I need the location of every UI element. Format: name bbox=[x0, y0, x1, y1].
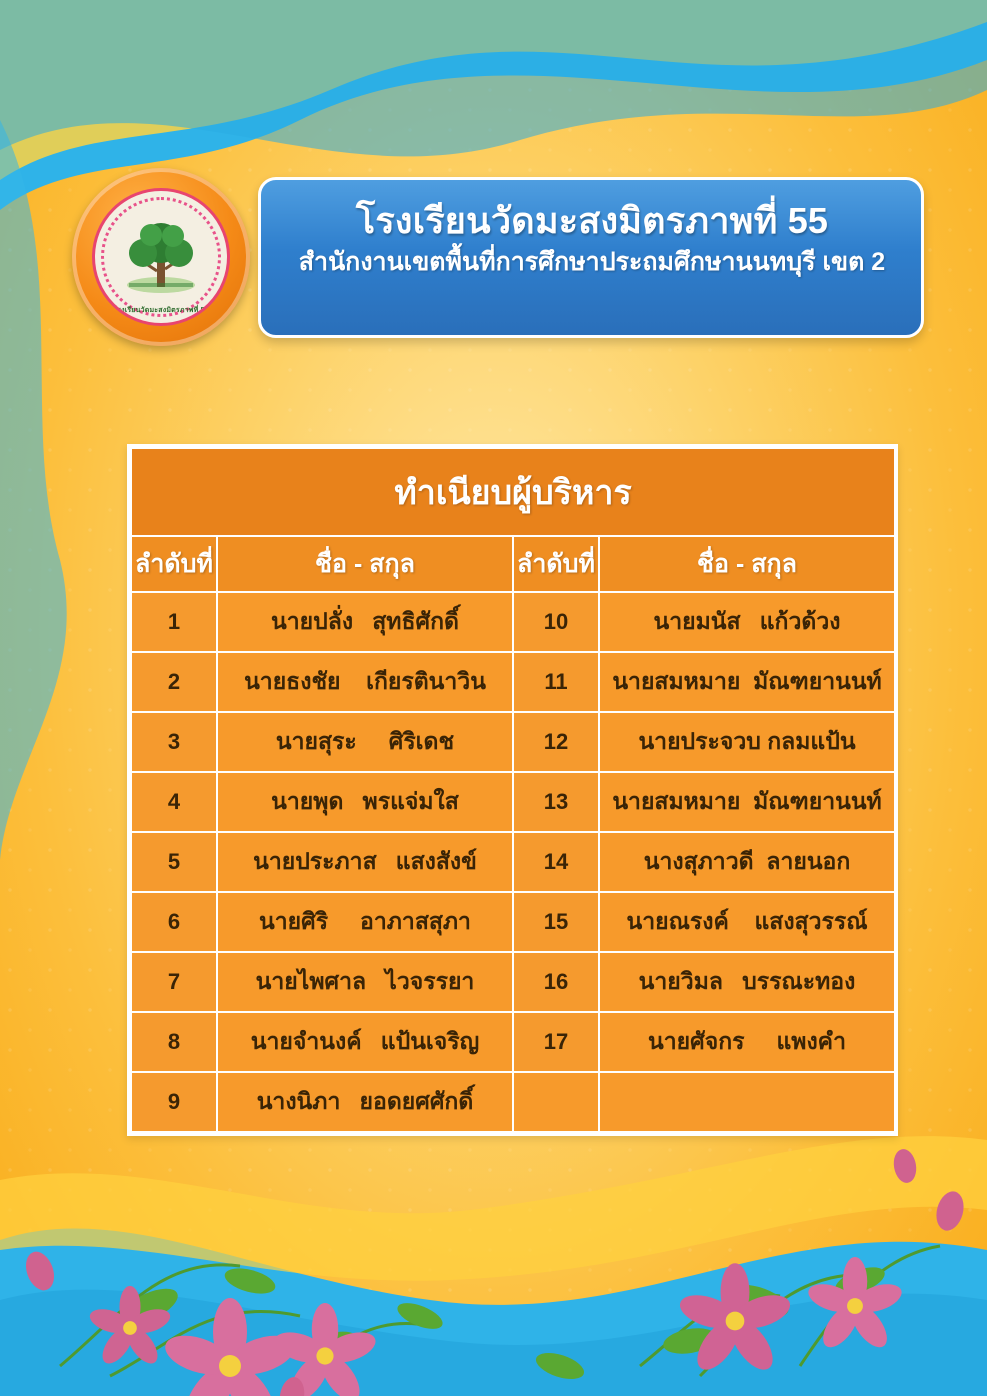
table-row bbox=[131, 832, 895, 892]
row-no-left: 2 bbox=[131, 652, 217, 712]
row-name-left: นายปลั่ง สุทธิศักดิ์ bbox=[217, 592, 513, 652]
school-logo bbox=[72, 168, 250, 346]
row-no-right: 10 bbox=[513, 592, 599, 652]
administrators-table bbox=[130, 447, 896, 1133]
logo-caption: โรงเรียนวัดมะสงมิตรภาพที่ 55 bbox=[113, 307, 209, 314]
row-no-left: 6 bbox=[131, 892, 217, 952]
row-no-left: 4 bbox=[131, 772, 217, 832]
row-no-right-empty bbox=[513, 1072, 599, 1132]
row-no-right: 16 bbox=[513, 952, 599, 1012]
school-office-name: สำนักงานเขตพื้นที่การศึกษาประถมศึกษานนทบุรี เขต 2 bbox=[298, 248, 886, 277]
header-no-right: ลำดับที่ bbox=[513, 536, 599, 592]
row-no-left: 3 bbox=[131, 712, 217, 772]
row-name-left: นายศิริ อาภาสสุภา bbox=[217, 892, 513, 952]
table-body bbox=[131, 448, 895, 1132]
row-name-right: นายมนัส แก้วด้วง bbox=[599, 592, 895, 652]
logo-ring-decoration bbox=[101, 197, 221, 317]
row-no-left: 7 bbox=[131, 952, 217, 1012]
row-no-right: 12 bbox=[513, 712, 599, 772]
table-row bbox=[131, 1012, 895, 1072]
table-row bbox=[131, 1072, 895, 1132]
row-no-right: 14 bbox=[513, 832, 599, 892]
table-row bbox=[131, 712, 895, 772]
page-header bbox=[72, 168, 922, 346]
row-no-right: 17 bbox=[513, 1012, 599, 1072]
school-name: โรงเรียนวัดมะสงมิตรภาพที่ 55 bbox=[355, 200, 829, 241]
table-title: ทำเนียบผู้บริหาร bbox=[131, 448, 895, 536]
row-name-left: นายจำนงค์ แป้นเจริญ bbox=[217, 1012, 513, 1072]
table-title-row bbox=[131, 448, 895, 536]
header-name-left: ชื่อ - สกุล bbox=[217, 536, 513, 592]
administrators-table-container bbox=[127, 444, 898, 1136]
header-no-left: ลำดับที่ bbox=[131, 536, 217, 592]
row-name-left: นายสุระ ศิริเดช bbox=[217, 712, 513, 772]
row-no-left: 9 bbox=[131, 1072, 217, 1132]
row-name-right: นายประจวบ กลมแป้น bbox=[599, 712, 895, 772]
row-name-left: นายไพศาล ไวจรรยา bbox=[217, 952, 513, 1012]
row-no-right: 13 bbox=[513, 772, 599, 832]
row-name-left: นายประภาส แสงสังข์ bbox=[217, 832, 513, 892]
row-name-right: นายณรงค์ แสงสุวรรณ์ bbox=[599, 892, 895, 952]
row-name-right: นางสุภาวดี ลายนอก bbox=[599, 832, 895, 892]
row-name-right: นายศัจกร แพงคำ bbox=[599, 1012, 895, 1072]
table-row bbox=[131, 652, 895, 712]
table-header-row bbox=[131, 536, 895, 592]
school-logo-inner bbox=[92, 188, 230, 326]
header-name-right: ชื่อ - สกุล bbox=[599, 536, 895, 592]
row-name-left: นางนิภา ยอดยศศักดิ์ bbox=[217, 1072, 513, 1132]
table-row bbox=[131, 892, 895, 952]
row-name-right: นายสมหมาย มัณฑยานนท์ bbox=[599, 772, 895, 832]
row-name-right: นายสมหมาย มัณฑยานนท์ bbox=[599, 652, 895, 712]
row-no-right: 11 bbox=[513, 652, 599, 712]
table-row bbox=[131, 952, 895, 1012]
row-no-left: 1 bbox=[131, 592, 217, 652]
row-name-left: นายธงชัย เกียรตินาวิน bbox=[217, 652, 513, 712]
row-no-left: 8 bbox=[131, 1012, 217, 1072]
row-name-left: นายพุด พรแจ่มใส bbox=[217, 772, 513, 832]
row-name-right-empty bbox=[599, 1072, 895, 1132]
row-no-left: 5 bbox=[131, 832, 217, 892]
row-no-right: 15 bbox=[513, 892, 599, 952]
table-row bbox=[131, 772, 895, 832]
header-text-block bbox=[282, 198, 902, 279]
table-row bbox=[131, 592, 895, 652]
row-name-right: นายวิมล บรรณะทอง bbox=[599, 952, 895, 1012]
